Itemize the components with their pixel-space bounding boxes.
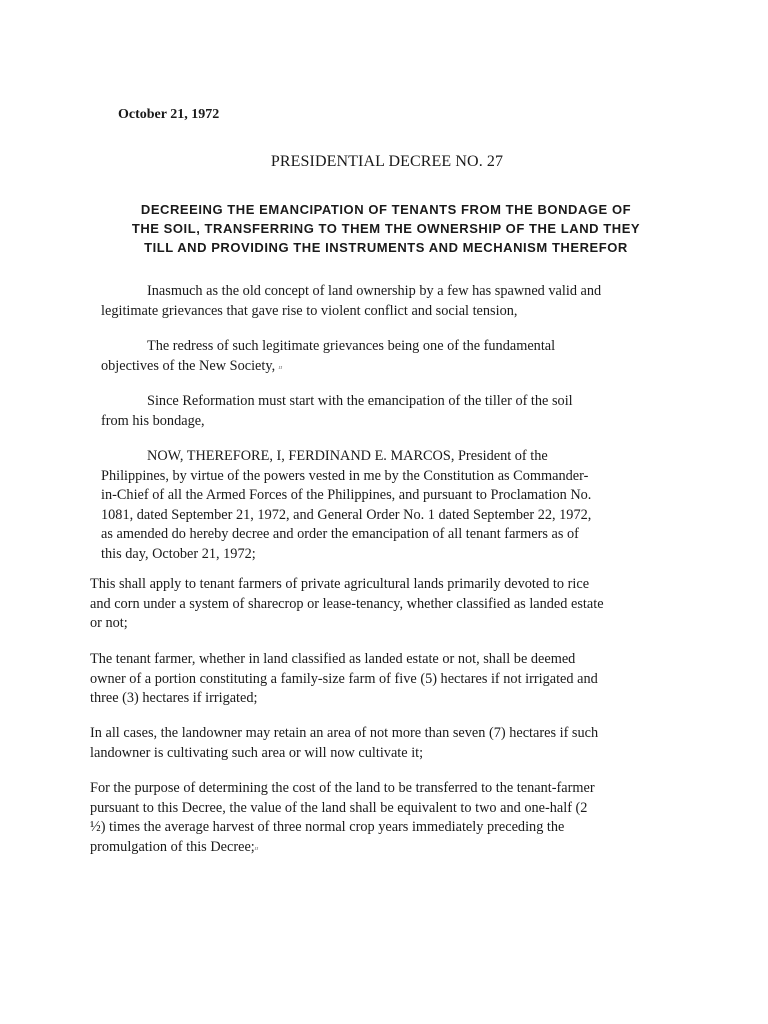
paragraph-line: For the purpose of determining the cost of the land to be transferred to the tenant-farmer: [90, 780, 595, 796]
land-cost-paragraph: [90, 779, 595, 859]
paragraph-line: 1081, dated September 21, 1972, and General Order No. 1 dated September 22, 1972,: [101, 506, 592, 523]
paragraph-line: pursuant to this Decree, the value of the land shall be equivalent to two and one-half (2: [90, 799, 588, 816]
paragraph-line: landowner is cultivating such area or will now cultivate it;: [90, 744, 424, 761]
whereas-paragraph-2: [101, 337, 555, 378]
paragraph-line: in-Chief of all the Armed Forces of the Philippines, and pursuant to Proclamation No.: [101, 487, 592, 503]
heading-line: TILL AND PROVIDING THE INSTRUMENTS AND MECHANISM THEREFOR: [144, 240, 628, 255]
decree-number-title: PRESIDENTIAL DECREE NO. 27: [270, 153, 504, 170]
heading-line: DECREEING THE EMANCIPATION OF TENANTS FROM THE BONDAGE OF: [140, 202, 632, 217]
whereas-paragraph-1: [101, 282, 601, 321]
whereas-paragraph-3: [101, 392, 573, 431]
paragraph-line: This shall apply to tenant farmers of private agricultural lands primarily devoted to rice: [90, 576, 590, 592]
paragraph-line: ½) times the average harvest of three normal crop years immediately preceding the: [90, 819, 565, 835]
farm-size-paragraph: [90, 650, 598, 709]
paragraph-line: objectives of the New Society,: [101, 357, 276, 374]
paragraph-line: promulgation of this Decree;: [90, 838, 255, 855]
footnote-marker: ᴊᴊ: [254, 845, 259, 852]
paragraph-line: legitimate grievances that gave rise to violent conflict and social tension,: [101, 302, 518, 319]
paragraph-line: from his bondage,: [101, 412, 205, 429]
paragraph-line: Since Reformation must start with the emancipation of the tiller of the soil: [147, 393, 573, 409]
paragraph-line: this day, October 21, 1972;: [101, 545, 256, 562]
paragraph-line-with-marker: [101, 357, 555, 379]
enacting-paragraph: [101, 447, 591, 564]
paragraph-line: as amended do hereby decree and order the emancipation of all tenant farmers as of: [101, 526, 579, 542]
coverage-paragraph: [90, 575, 604, 634]
paragraph-line: owner of a portion constituting a family-size farm of five (5) hectares if not irrigated and: [90, 670, 598, 687]
decree-heading: [98, 200, 674, 257]
heading-line: THE SOIL, TRANSFERRING TO THEM THE OWNERSHIP OF THE LAND THEY: [131, 221, 641, 236]
paragraph-line: three (3) hectares if irrigated;: [90, 690, 258, 706]
paragraph-line: Philippines, by virtue of the powers vested in me by the Constitution as Commander-: [101, 467, 589, 484]
paragraph-line-with-marker: [90, 838, 595, 860]
paragraph-line: The redress of such legitimate grievances being one of the fundamental: [147, 338, 556, 354]
paragraph-line: NOW, THEREFORE, I, FERDINAND E. MARCOS, President of the: [147, 448, 548, 464]
decree-date: October 21, 1972: [118, 107, 220, 122]
paragraph-line: The tenant farmer, whether in land classified as landed estate or not, shall be deemed: [90, 651, 576, 667]
retention-paragraph: [90, 724, 598, 763]
paragraph-line: or not;: [90, 615, 128, 631]
paragraph-line: Inasmuch as the old concept of land ownership by a few has spawned valid and: [147, 283, 602, 299]
footnote-marker: ᴊᴊ: [278, 364, 283, 371]
paragraph-line: In all cases, the landowner may retain an area of not more than seven (7) hectares if such: [90, 725, 599, 741]
paragraph-line: and corn under a system of sharecrop or lease-tenancy, whether classified as landed estate: [90, 595, 604, 612]
